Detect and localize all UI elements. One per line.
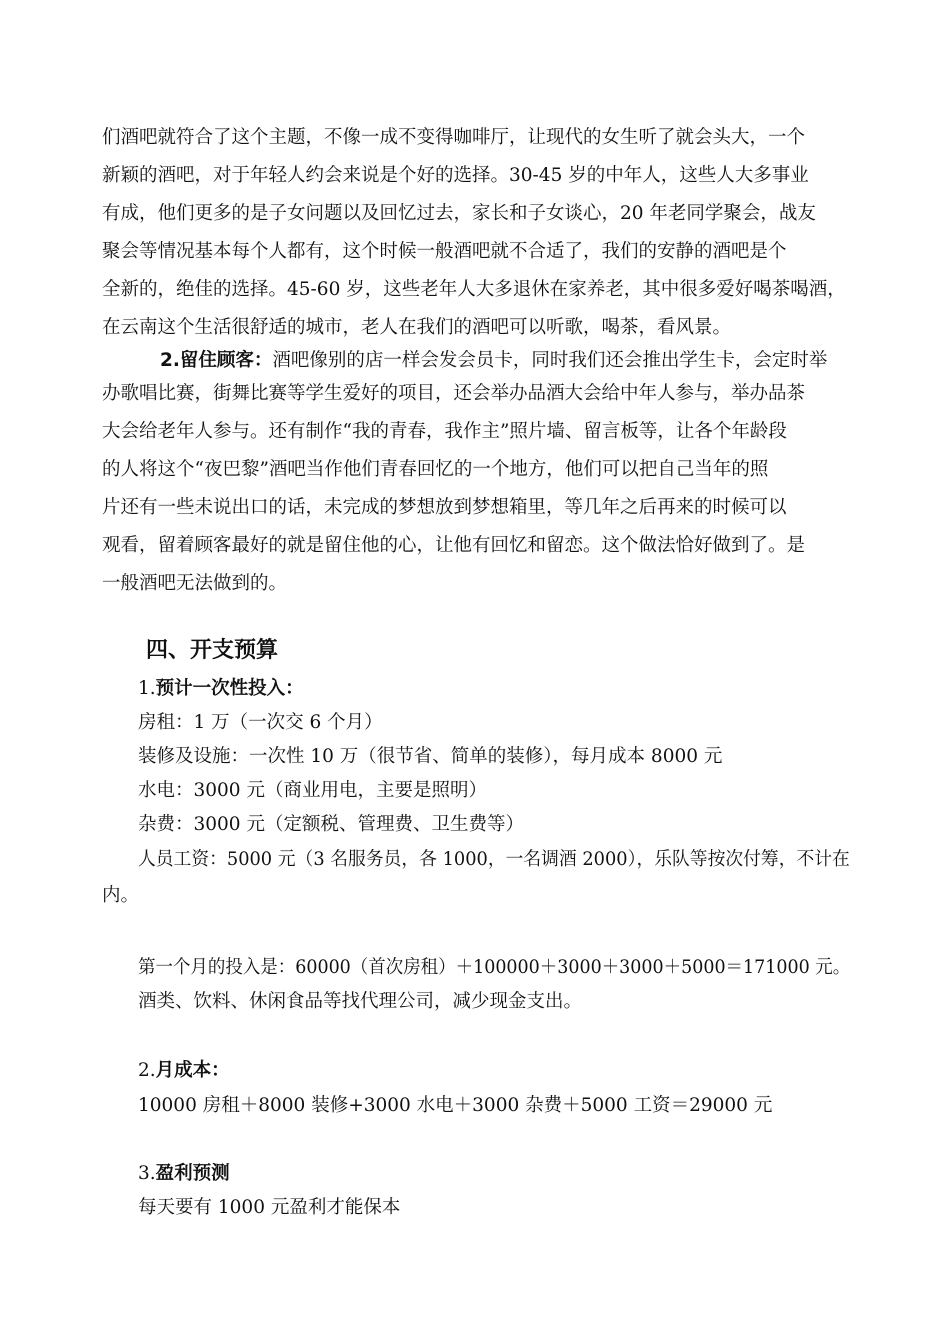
paragraph-line: 们酒吧就符合了这个主题，不像一成不变得咖啡厅，让现代的女生听了就会头大，一个 (102, 127, 806, 148)
budget-line-rent: 房租：1 万（一次交 6 个月） (138, 712, 383, 733)
item-number: 1. (138, 678, 156, 699)
monthly-cost-formula: 10000 房租＋8000 装修+3000 水电＋3000 杂费＋5000 工资＝29000 元 (138, 1095, 773, 1116)
budget-line-salary: 人员工资：5000 元（3 名服务员，各 1000，一名调酒 2000），乐队等按次付筹，不计在 (138, 849, 850, 870)
budget-line-utilities: 水电：3000 元（商业用电，主要是照明） (138, 780, 487, 801)
paragraph-line: 大会给老年人参与。还有制作“我的青春，我作主”照片墙、留言板等，让各个年龄段 (102, 421, 787, 442)
item-title: 预计一次性投入： (155, 678, 304, 699)
paragraph-line: 观看，留着顾客最好的就是留住他的心，让他有回忆和留恋。这个做法恰好做到了。是 (102, 535, 806, 556)
profit-forecast-title (138, 1162, 230, 1186)
budget-line-decoration: 装修及设施：一次性 10 万（很节省、简单的装修），每月成本 8000 元 (138, 746, 723, 767)
first-month-total: 第一个月的投入是：60000（首次房租）＋100000＋3000＋3000＋5000＝171000 元。 (138, 957, 851, 978)
budget-line-misc: 杂费：3000 元（定额税、管理费、卫生费等） (138, 814, 524, 835)
paragraph-line: 全新的，绝佳的选择。45-60 岁，这些老年人大多退休在家养老，其中很多爱好喝茶喝酒， (102, 279, 846, 300)
retain-customers-first-line (160, 349, 827, 373)
supplier-note: 酒类、饮料、休闲食品等找代理公司，减少现金支出。 (138, 991, 583, 1012)
item-title: 月成本： (155, 1060, 230, 1081)
paragraph-line: 片还有一些未说出口的话，未完成的梦想放到梦想箱里，等几年之后再来的时候可以 (102, 497, 787, 518)
retain-customers-label: 2.留住顾客： (160, 350, 273, 371)
monthly-cost-title (138, 1059, 230, 1083)
paragraph-line: 聚会等情况基本每个人都有，这个时候一般酒吧就不合适了，我们的安静的酒吧是个 (102, 241, 787, 262)
paragraph-line: 新颖的酒吧，对于年轻人约会来说是个好的选择。30-45 岁的中年人，这些人大多事业 (102, 165, 809, 186)
section-heading: 四、开支预算 (146, 638, 279, 663)
profit-forecast-text: 每天要有 1000 元盈利才能保本 (138, 1197, 401, 1218)
paragraph-line: 办歌唱比赛，街舞比赛等学生爱好的项目，还会举办品酒大会给中年人参与，举办品茶 (102, 383, 806, 404)
paragraph-line: 有成，他们更多的是子女问题以及回忆过去，家长和子女谈心，20 年老同学聚会，战友 (102, 203, 816, 224)
retain-customers-text: 酒吧像别的店一样会发会员卡，同时我们还会推出学生卡，会定时举 (272, 350, 828, 371)
budget-line-salary-wrap: 内。 (102, 885, 140, 906)
paragraph-line: 在云南这个生活很舒适的城市，老人在我们的酒吧可以听歌，喝茶，看风景。 (102, 317, 732, 338)
item-title: 盈利预测 (155, 1163, 230, 1184)
paragraph-line: 一般酒吧无法做到的。 (102, 573, 288, 594)
item-number: 3. (138, 1163, 156, 1184)
item-number: 2. (138, 1060, 156, 1081)
one-time-investment-title (138, 677, 304, 701)
paragraph-line: 的人将这个“夜巴黎”酒吧当作他们青春回忆的一个地方，他们可以把自己当年的照 (102, 459, 769, 480)
